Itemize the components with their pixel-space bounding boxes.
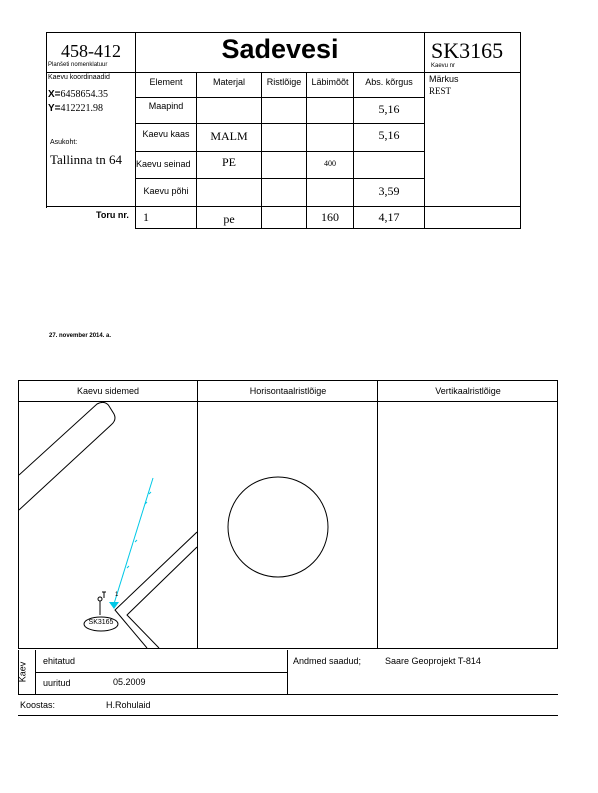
side-label: Kaev [17,661,28,683]
drawing-panels [18,380,558,650]
well-sub: Kaevu nr [431,63,456,69]
data-sheet [46,32,521,229]
building-outline [127,547,197,648]
author-label: Koostas: [20,700,56,710]
row-element: Kaevu kaas [142,129,190,139]
x-label: X= [48,89,61,100]
surveyed-value: 05.2009 [113,677,146,687]
remark-value: REST [429,86,452,96]
col-header-section: Ristlõige [266,77,302,87]
row-material: MALM [210,129,248,143]
location-value: Tallinna tn 64 [50,152,123,167]
well-id: SK3165 [431,38,504,63]
pipe-tag: 1 [115,592,119,598]
y-label: Y= [48,103,61,114]
building-outline [115,532,197,648]
footer-block [18,650,558,720]
y-value: 412221.98 [60,103,104,114]
author-value: H.Rohulaid [106,700,151,710]
date-label: 27. november 2014. a. [49,333,112,339]
horizontal-section [199,402,377,648]
pipe-line [109,478,153,609]
row-element: Kaevu põhi [143,186,189,196]
well-cross-section-circle [228,477,328,577]
surveyed-label: uuritud [43,678,71,688]
sheet-sub: Planšeti nomenklatuur [48,62,108,68]
well-symbol [102,592,106,598]
pipe-height: 4,17 [378,210,400,224]
col-header-element: Element [149,77,183,87]
row-element: Kaevu seinad [136,159,191,169]
col-header-diameter: Läbimõõt [311,77,349,87]
x-value: 6458654.35 [60,89,109,100]
pipe-number: 1 [143,210,149,224]
source-value: Saare Geoprojekt T-814 [385,656,481,666]
col-header-material: Materjal [212,77,245,87]
panel-title-horizontal: Horisontaalristlõige [249,386,327,396]
coords-label: Kaevu koordinaadid [48,74,110,81]
page-title: Sadevesi [221,34,339,64]
row-height: 5,16 [378,102,400,116]
row-height: 3,59 [378,184,400,198]
connections-sketch [19,402,197,648]
row-diameter: 400 [324,159,336,168]
well-marker [98,597,102,601]
col-header-remark: Märkus [429,74,459,84]
row-height: 5,16 [378,128,400,142]
pipe-diameter: 160 [321,210,339,224]
row-element: Maapind [148,101,184,111]
building-outline [19,402,115,510]
sheet-number: 458-412 [61,41,121,61]
panel-title-vertical: Vertikaalristlõige [435,386,501,396]
well-label: SK3165 [88,619,114,626]
built-label: ehitatud [43,656,76,666]
row-material: PE [221,155,236,169]
pipe-material: pe [223,212,235,226]
location-label: Asukoht: [50,139,78,146]
source-label: Andmed saadud; [293,656,362,666]
col-header-height: Abs. kõrgus [365,77,413,87]
table-grid [46,32,521,229]
panel-title-connections: Kaevu sidemed [76,386,140,396]
pipe-label: Toru nr. [96,210,129,220]
